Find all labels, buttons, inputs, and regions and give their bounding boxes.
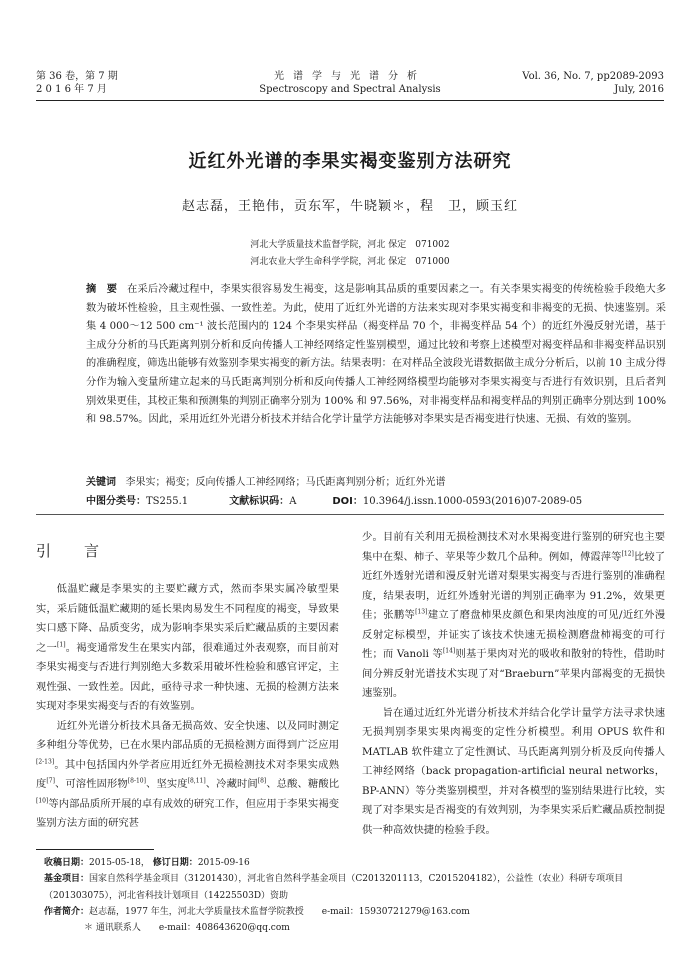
doc-code-label: 文献标识码： [229,496,290,507]
intro-paragraph-2: 近红外光谱分析技术具备无损高效、安全快速、以及同时测定多种组分等优势，已在水果内部品质的无损检测方面得到广泛应用[2-13]。其中包括国内外学者应用近红外无损检测技术对李果实成熟度[7]、可溶性固形物[8-10]、坚实度[8,11]、冷藏时间[8]、总酸、糖酸比[10]等内部品质所开展的卓有成效的研究工作，但应用于李果实褐变鉴别方法方面的研究甚 [36,719,340,829]
citation: [7] [46,777,55,785]
dates-footnote [44,855,664,872]
keywords [86,473,666,488]
corresponding-author: ＊ 通讯联系人 e-mail：408643620@qq.com [84,923,290,933]
citation: [12] [621,550,634,558]
author-list: 赵志磊，王艳伟，贡东军，牛晓颖＊，程 卫，顾玉红 [181,199,518,214]
issue-info-en [522,70,664,96]
section-heading-introduction: 引 言 [36,542,109,560]
citation: [8-10] [127,777,146,785]
fund-footnote [44,871,664,904]
affiliation-2: 河北农业大学生命科学学院，河北 保定 071000 [250,257,450,267]
received-date: 2015-05-18， [89,858,150,868]
fund-label: 基金项目： [44,874,90,884]
author-bio-text: 赵志磊，1977 年生，河北大学质量技术监督学院教授 e-mail：15930721279@163.com [89,907,470,917]
citation: [14] [442,647,456,655]
journal-name-cn: 光谱学与光谱分析 [274,71,426,82]
citation: [1] [57,641,66,649]
right-column [362,528,665,840]
keywords-label: 关键词 [86,477,116,488]
citation: [2-13] [36,758,55,766]
clc-label: 中图分类号： [86,496,146,507]
section-rule [36,514,664,515]
footnote-rule [36,849,154,850]
citation: [8] [257,777,267,785]
revised-label: 修订日期： [152,858,198,868]
volume-en: Vol. 36, No. 7, pp2089-2093 [522,71,664,82]
revised-date: 2015-09-16 [197,858,250,868]
abstract [86,281,666,430]
keywords-text: 李果实；褐变；反向传播人工神经网络；马氏距离判别分析；近红外光谱 [125,477,446,488]
date-en: July, 2016 [614,84,664,95]
citation: [8,11] [187,777,206,785]
doi-label: DOI： [332,496,363,507]
author-bio-label: 作者简介： [44,907,90,917]
author-footnote [44,904,664,921]
intro-paragraph-1: 低温贮藏是李果实的主要贮藏方式，然而李果实属冷敏型果实，采后随低温贮藏期的延长果肉易发生不同程度的褐变，导致果实口感下降、品质变劣，成为影响李果实采后贮藏品质的主要因素之一[1]。褐变通常发生在果实内部，很难通过外表观察，而目前对李果实褐变与否进行判别绝大多数采用破坏性检验和感官评定，主观性强、一致性差。因此，亟待寻求一种快速、无损的检测方法来实现对李果实褐变与否的有效鉴别。 [36,583,340,712]
date-cn: 2 0 1 6 年 7 月 [36,84,107,95]
abstract-label: 摘 要 [86,284,118,295]
left-column [36,580,339,834]
citation: [13] [415,608,428,616]
header-rule [36,100,664,101]
affiliation-1: 河北大学质量技术监督学院，河北 保定 071002 [250,240,450,250]
received-label: 收稿日期： [44,858,90,868]
volume-cn: 第 36 卷，第 7 期 [36,71,118,82]
citation: [10] [36,797,49,805]
paper-title: 近红外光谱的李果实褐变鉴别方法研究 [188,151,512,172]
abstract-text: 在采后冷藏过程中，李果实很容易发生褐变，这是影响其品质的重要因素之一。有关李果实褐变的传统检验手段绝大多数为破坏性检验，且主观性强、一致性差。为此，使用了近红外光谱的方法来实现对李果实褐变和非褐变的无损、快速鉴别。采集 4 000～12 500 cm⁻¹ 波长范围内的 124 个李果实样品（褐变样品 70 个，非褐变样品 54 个）的近红外漫反射光谱，基于主成分分析的马氏距离判别分析和反向传播人工神经网络定性鉴别模型，通过比较和考察上述模型对褐变样品和非褐变样品识别的准确程度，筛选出能够有效鉴别李果实褐变的新方法。结果表明：在对样品全波段光谱数据做主成分分析后，以前 10 主成分得分作为输入变量所建立起来的马氏距离判别分析和反向传播人工神经网络模型均能够对李果实褐变与否进行有效识别，且后者判别效果更佳，其校正集和预测集的判别正确率分别为 100% 和 97.56%，对非褐变样品和褐变样品的判别正确率分别达到 100% 和 98.57%。因此，采用近红外光谱分析技术并结合化学计量学方法能够对李果实是否褐变进行快速、无损、有效的鉴别。 [86,284,667,426]
doc-code-value: A [289,496,297,507]
clc-value: TS255.1 [146,496,189,507]
intro-paragraph-3: 少。目前有关利用无损检测技术对水果褐变进行鉴别的研究也主要集中在梨、柿子、苹果等少数几个品种。例如，傅霞萍等[12]比较了近红外透射光谱和漫反射光谱对梨果实褐变与否进行鉴别的准确程度，结果表明，近红外透射光谱的判别正确率为 91.2%，效果更佳；张鹏等[13]建立了磨盘柿果皮颜色和果肉浊度的可见/近红外漫反射定标模型，并证实了该技术快速无损检测磨盘柿褐变的可行性；而 Vanoli 等[14]则基于果肉对光的吸收和散射的特性，借助时间分辨反射光谱技术实现了对“Braeburn”苹果内部褐变的无损快速鉴别。 [362,531,666,699]
journal-name-en: Spectroscopy and Spectral Analysis [259,84,441,95]
classification [86,492,666,507]
doi-value: 10.3964/j.issn.1000-0593(2016)07-2089-05 [362,496,583,507]
fund-text: 国家自然科学基金项目（31201430），河北省自然科学基金项目（C2013201113，C2015204182），公益性（农业）科研专项项目（201303075），河北省科技计划项目（14225503D）资助 [44,874,624,901]
intro-paragraph-4: 旨在通过近红外光谱分析技术并结合化学计量学方法寻求快速无损判别李果实果肉褐变的定性分析模型。利用 OPUS 软件和 MATLAB 软件建立了定性测试、马氏距离判别分析及反向传播人工神经网络（back propagation-artificial neural networks，BP-ANN）等分类鉴别模型，并对各模型的鉴别结果进行比较，实现了对李果实是否褐变的有效判别，为李果实采后贮藏品质控制提供一种高效快捷的检验手段。 [362,706,665,836]
